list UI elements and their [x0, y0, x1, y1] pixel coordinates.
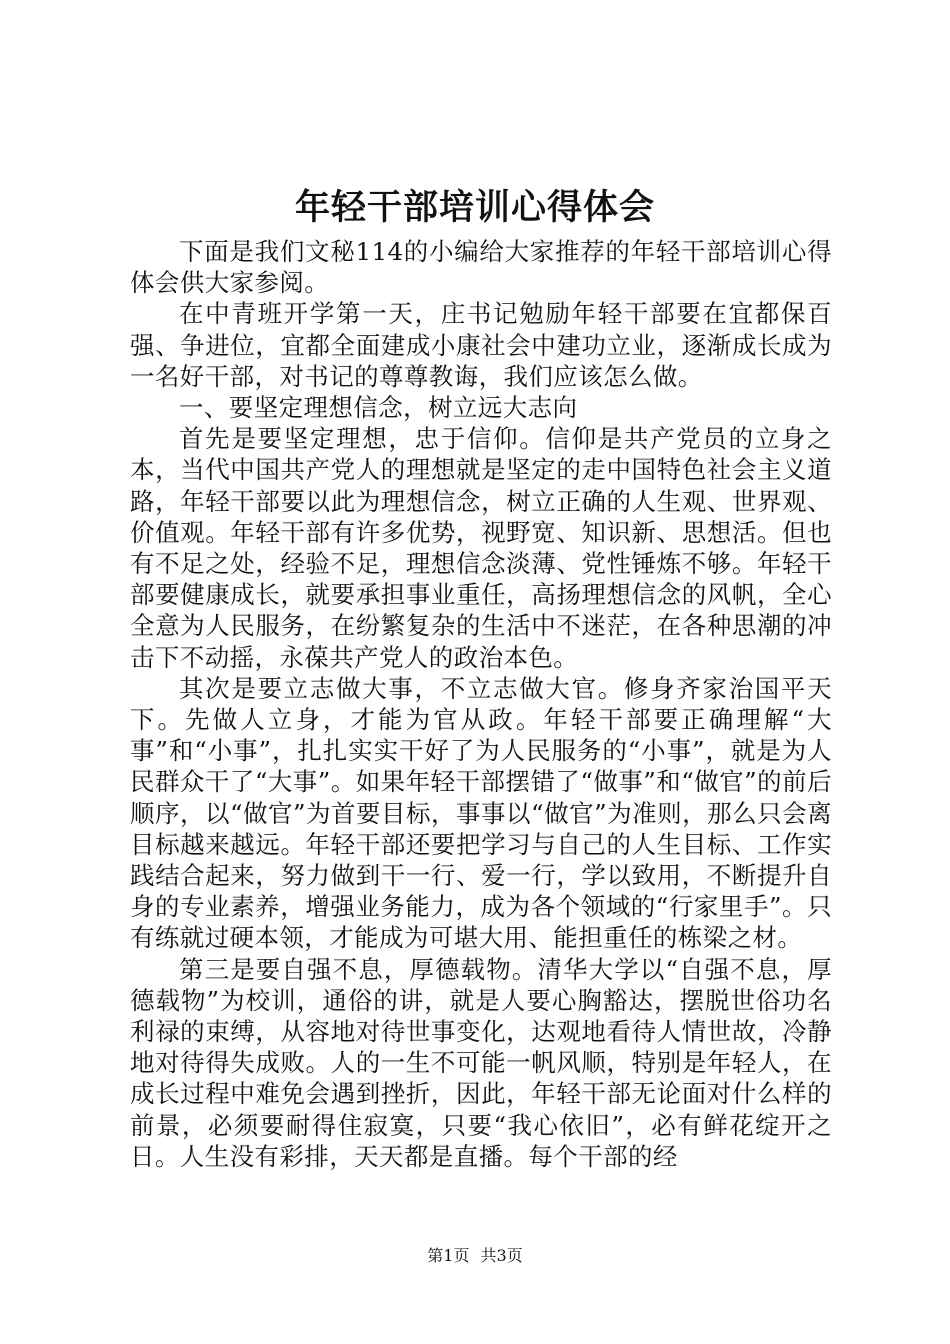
paragraph-intro: 下面是我们文秘114的小编给大家推荐的年轻干部培训心得体会供大家参阅。: [130, 237, 832, 298]
document-title: 年轻干部培训心得体会: [294, 187, 655, 228]
paragraph-self-improvement: 第三是要自强不息，厚德载物。清华大学以“自强不息，厚德载物”为校训，通俗的讲，就是人要心胸豁达，摆脱世俗功名利禄的束缚，从容地对待世事变化，达观地看待人情世故，冷静地对待得失成败。人的一生不可能一帆风顺，特别是年轻人，在成长过程中难免会遇到挫折，因此，年轻干部无论面对什么样的前景，必须要耐得住寂寞，只要“我心依旧”，必有鲜花绽开之日。人生没有彩排，天天都是直播。每个干部的经: [130, 954, 832, 1171]
page-footer: [0, 1246, 950, 1266]
paragraph-ideals: 首先是要坚定理想，忠于信仰。信仰是共产党员的立身之本，当代中国共产党人的理想就是坚定的走中国特色社会主义道路，年轻干部要以此为理想信念，树立正确的人生观、世界观、价值观。年轻干部有许多优势，视野宽、知识新、思想活。但也有不足之处，经验不足，理想信念淡薄、党性锤炼不够。年轻干部要健康成长，就要承担事业重任，高扬理想信念的风帆，全心全意为人民服务，在纷繁复杂的生活中不迷茫，在各种思潮的冲击下不动摇，永葆共产党人的政治本色。: [130, 424, 832, 672]
page-number: 第1页: [427, 1246, 470, 1265]
section-heading: 一、要坚定理想信念，树立远大志向: [179, 393, 578, 423]
paragraph-background: 在中青班开学第一天，庄书记勉励年轻干部要在宜都保百强、争进位，宜都全面建成小康社会中建功立业，逐渐成长成为一名好干部，对书记的尊尊教诲，我们应该怎么做。: [130, 299, 832, 391]
document-body: [130, 236, 832, 1172]
page-total: 共3页: [480, 1246, 523, 1265]
paragraph-ambition: 其次是要立志做大事，不立志做大官。修身齐家治国平天下。先做人立身，才能为官从政。年轻干部要正确理解“大事”和“小事”，扎扎实实干好了为人民服务的“小事”，就是为人民群众干了“大事”。如果年轻干部摆错了“做事”和“做官”的前后顺序，以“做官”为首要目标，事事以“做官”为准则，那么只会离目标越来越远。年轻干部还要把学习与自己的人生目标、工作实践结合起来，努力做到干一行、爱一行，学以致用，不断提升自身的专业素养，增强业务能力，成为各个领域的“行家里手”。只有练就过硬本领，才能成为可堪大用、能担重任的栋梁之材。: [130, 673, 832, 953]
